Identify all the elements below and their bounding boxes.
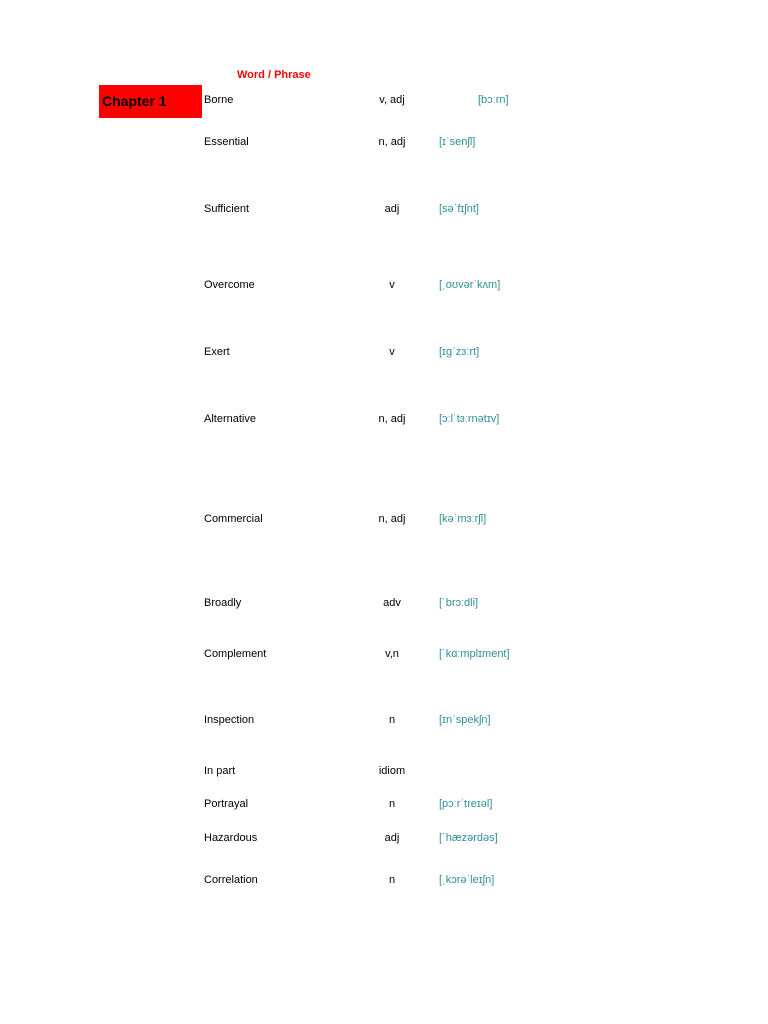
vocab-row bbox=[0, 798, 768, 814]
vocab-word: Alternative bbox=[204, 413, 256, 425]
part-of-speech: n bbox=[388, 714, 396, 726]
part-of-speech: n, adj bbox=[378, 136, 406, 148]
part-of-speech: n, adj bbox=[378, 513, 406, 525]
vocab-word: Commercial bbox=[204, 513, 263, 525]
pronunciation: [ɔːlˈtɜːrnətɪv] bbox=[439, 413, 500, 425]
pronunciation: [pɔːrˈtreɪəl] bbox=[439, 798, 493, 810]
chapter-label: Chapter 1 bbox=[99, 85, 202, 118]
vocab-row bbox=[0, 346, 768, 362]
part-of-speech: adv bbox=[383, 597, 401, 609]
vocab-word: Correlation bbox=[204, 874, 258, 886]
pronunciation: [ɪnˈspekʃn] bbox=[439, 714, 491, 726]
part-of-speech: idiom bbox=[378, 765, 406, 777]
vocab-word: Borne bbox=[204, 94, 234, 106]
vocab-row bbox=[0, 765, 768, 781]
vocab-word: Broadly bbox=[204, 597, 242, 609]
vocab-word: Essential bbox=[204, 136, 249, 148]
part-of-speech: v, adj bbox=[379, 94, 405, 106]
vocab-word: Complement bbox=[204, 648, 267, 660]
vocab-word: Hazardous bbox=[204, 832, 258, 844]
pronunciation: [ˈhæzərdəs] bbox=[439, 832, 498, 844]
pronunciation: [kəˈmɜːrʃl] bbox=[439, 513, 487, 525]
vocab-row bbox=[0, 136, 768, 152]
vocab-row bbox=[0, 513, 768, 529]
vocab-row bbox=[0, 279, 768, 295]
vocab-word: Sufficient bbox=[204, 203, 250, 215]
pronunciation: [bɔːrn] bbox=[478, 94, 509, 106]
part-of-speech: v bbox=[389, 279, 395, 291]
vocab-row bbox=[0, 832, 768, 848]
vocab-word: Portrayal bbox=[204, 798, 249, 810]
vocab-word: Overcome bbox=[204, 279, 255, 291]
pronunciation: [ɪɡˈzɜːrt] bbox=[439, 346, 480, 358]
vocab-word: In part bbox=[204, 765, 236, 777]
vocab-word: Exert bbox=[204, 346, 230, 358]
part-of-speech: adj bbox=[384, 832, 400, 844]
pronunciation: [ɪˈsenʃl] bbox=[439, 136, 476, 148]
part-of-speech: n bbox=[388, 874, 396, 886]
vocab-row bbox=[0, 874, 768, 890]
vocab-row bbox=[0, 203, 768, 219]
vocab-row bbox=[0, 648, 768, 664]
pronunciation: [ˈkɑːmplɪment] bbox=[439, 648, 510, 660]
pronunciation: [ˌkɔrəˈleɪʃn] bbox=[439, 874, 495, 886]
pronunciation: [ˌoʊvərˈkʌm] bbox=[439, 279, 501, 291]
part-of-speech: adj bbox=[384, 203, 400, 215]
part-of-speech: n bbox=[388, 798, 396, 810]
vocab-row bbox=[0, 714, 768, 730]
vocab-row bbox=[0, 597, 768, 613]
pronunciation: [ˈbrɔːdli] bbox=[439, 597, 479, 609]
pronunciation: [səˈfɪʃnt] bbox=[439, 203, 479, 215]
vocab-row bbox=[0, 94, 768, 110]
vocab-row bbox=[0, 413, 768, 429]
part-of-speech: n, adj bbox=[378, 413, 406, 425]
part-of-speech: v,n bbox=[385, 648, 399, 660]
vocab-word: Inspection bbox=[204, 714, 255, 726]
part-of-speech: v bbox=[389, 346, 395, 358]
column-header-word-phrase: Word / Phrase bbox=[237, 69, 311, 81]
